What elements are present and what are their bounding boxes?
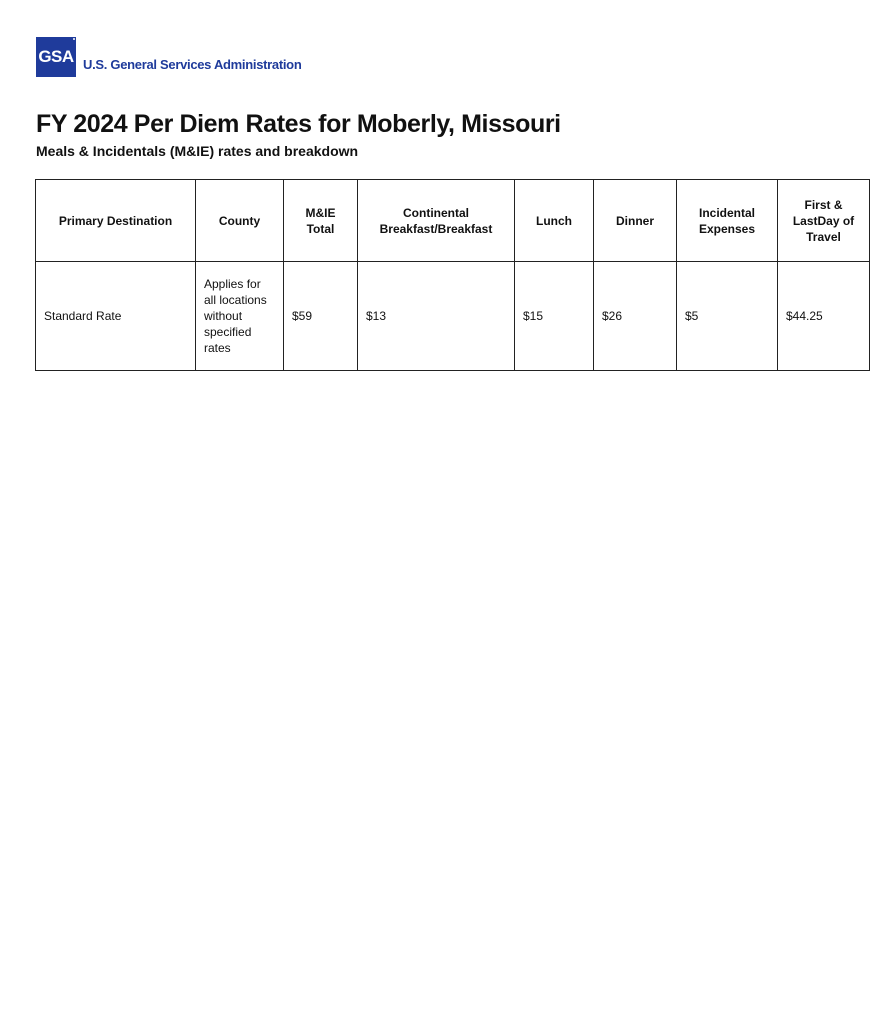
cell-breakfast: $13 bbox=[358, 262, 515, 371]
page-subtitle: Meals & Incidentals (M&IE) rates and breakdown bbox=[36, 143, 359, 159]
cell-primary-destination: Standard Rate bbox=[36, 262, 196, 371]
header-mie-total: M&IE Total bbox=[284, 180, 358, 262]
header-primary-destination: Primary Destination bbox=[36, 180, 196, 262]
cell-dinner: $26 bbox=[594, 262, 677, 371]
cell-lunch: $15 bbox=[515, 262, 594, 371]
gsa-logo bbox=[36, 37, 76, 77]
cell-county: Applies for all locations without specified rates bbox=[196, 262, 284, 371]
per-diem-rates-table bbox=[35, 179, 870, 371]
header-lunch: Lunch bbox=[515, 180, 594, 262]
table-row bbox=[36, 262, 870, 371]
cell-first-last-day: $44.25 bbox=[778, 262, 870, 371]
gsa-logo-text: GSA bbox=[38, 47, 74, 66]
header-incidental-expenses: Incidental Expenses bbox=[677, 180, 778, 262]
header-county: County bbox=[196, 180, 284, 262]
site-header bbox=[36, 37, 301, 77]
header-breakfast: Continental Breakfast/Breakfast bbox=[358, 180, 515, 262]
table-header-row bbox=[36, 180, 870, 262]
header-first-last-day: First & LastDay of Travel bbox=[778, 180, 870, 262]
page-title: FY 2024 Per Diem Rates for Moberly, Missouri bbox=[36, 110, 561, 138]
agency-name: U.S. General Services Administration bbox=[83, 56, 302, 72]
cell-mie-total: $59 bbox=[284, 262, 358, 371]
cell-incidental: $5 bbox=[677, 262, 778, 371]
header-dinner: Dinner bbox=[594, 180, 677, 262]
